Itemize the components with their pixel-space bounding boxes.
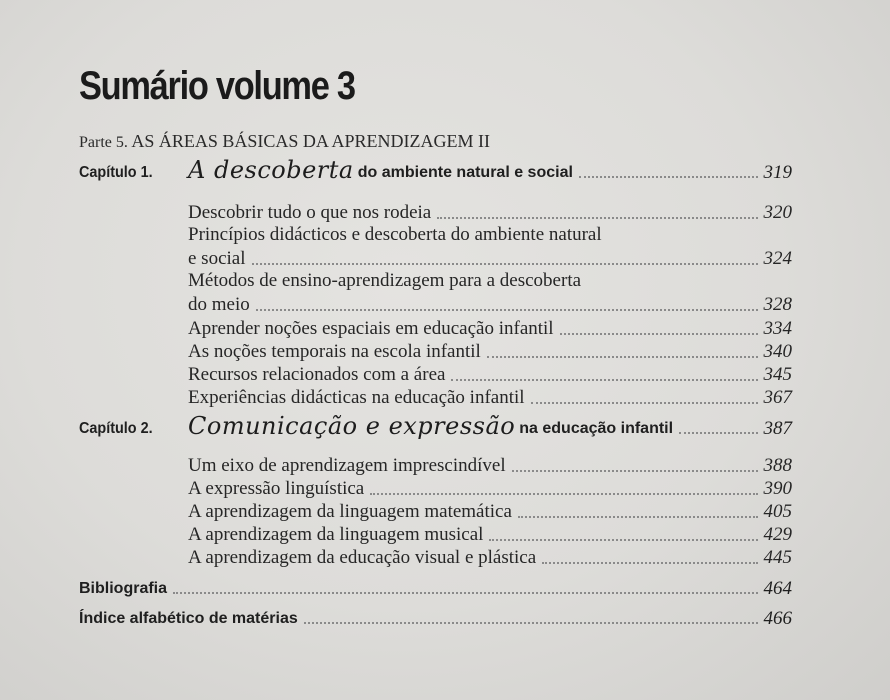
chapter-script-title: Comunicação e expressão — [188, 412, 516, 440]
chapter-label: Capítulo 2. — [79, 420, 153, 437]
dot-leader — [560, 333, 758, 335]
dot-leader — [679, 432, 757, 434]
index-entry — [79, 606, 792, 630]
entry-text: A aprendizagem da educação visual e plástica — [188, 547, 537, 568]
entry-text: Descobrir tudo o que nos rodeia — [188, 202, 432, 223]
section-page-number: 466 — [763, 608, 792, 629]
part-prefix: Parte 5. — [79, 134, 128, 151]
entry-text: Princípios didácticos e descoberta do ambiente natural — [188, 224, 602, 245]
entry-page-number: 340 — [763, 341, 792, 362]
dot-leader — [173, 592, 757, 594]
toc-entry — [188, 476, 792, 500]
toc-entry — [188, 316, 792, 340]
section-page-number: 464 — [763, 578, 792, 599]
page-title: Sumário volume 3 — [79, 64, 355, 108]
section-label: Índice alfabético de matérias — [79, 610, 298, 627]
dot-leader — [370, 493, 757, 495]
entry-text: Recursos relacionados com a área — [188, 364, 446, 385]
chapter-script-title: A descoberta — [188, 156, 354, 184]
dot-leader — [542, 562, 757, 564]
bibliography-entry — [79, 576, 792, 600]
chapter-2-heading — [79, 410, 792, 440]
entry-page-number: 334 — [763, 318, 792, 339]
entry-text: Métodos de ensino-aprendizagem para a descoberta — [188, 270, 582, 291]
dot-leader — [252, 263, 758, 265]
dot-leader — [304, 622, 758, 624]
section-label: Bibliografia — [79, 580, 168, 597]
dot-leader — [256, 309, 758, 311]
toc-entry — [188, 339, 792, 363]
entry-text: As noções temporais na escola infantil — [188, 341, 481, 362]
toc-entry — [188, 499, 792, 523]
entry-text-continued: e social — [188, 248, 246, 269]
entry-text: A aprendizagem da linguagem matemática — [188, 501, 512, 522]
entry-text: A expressão linguística — [188, 478, 365, 499]
dot-leader — [579, 176, 758, 178]
toc-entry — [188, 362, 792, 386]
dot-leader — [512, 470, 758, 472]
entry-page-number: 405 — [763, 501, 792, 522]
toc-entry — [188, 200, 792, 224]
entry-page-number: 429 — [763, 524, 792, 545]
entry-page-number: 324 — [763, 248, 792, 269]
dot-leader — [531, 402, 758, 404]
chapter-rest-title: do ambiente natural e social — [357, 164, 573, 181]
chapter-label: Capítulo 1. — [79, 164, 153, 181]
part-heading — [79, 131, 490, 152]
toc-entry — [188, 545, 792, 569]
entry-text: Experiências didácticas na educação infantil — [188, 387, 525, 408]
toc-entry — [188, 453, 792, 477]
toc-entry — [188, 385, 792, 409]
dot-leader — [437, 217, 757, 219]
chapter-rest-title: na educação infantil — [519, 420, 674, 437]
chapter-page-number: 319 — [763, 162, 792, 183]
dot-leader — [487, 356, 758, 358]
entry-text-continued: do meio — [188, 294, 250, 315]
entry-page-number: 328 — [763, 294, 792, 315]
entry-text: A aprendizagem da linguagem musical — [188, 524, 484, 545]
entry-text: Um eixo de aprendizagem imprescindível — [188, 455, 506, 476]
entry-page-number: 388 — [763, 455, 792, 476]
toc-entry — [188, 246, 792, 270]
chapter-1-heading — [79, 154, 792, 184]
entry-page-number: 445 — [763, 547, 792, 568]
part-name: AS ÁREAS BÁSICAS DA APRENDIZAGEM II — [131, 131, 490, 151]
entry-text: Aprender noções espaciais em educação infantil — [188, 318, 554, 339]
dot-leader — [451, 379, 757, 381]
entry-page-number: 390 — [763, 478, 792, 499]
entry-page-number: 367 — [763, 387, 792, 408]
entry-page-number: 345 — [763, 364, 792, 385]
dot-leader — [489, 539, 757, 541]
toc-entry — [188, 522, 792, 546]
dot-leader — [518, 516, 758, 518]
chapter-page-number: 387 — [763, 418, 792, 439]
entry-page-number: 320 — [763, 202, 792, 223]
toc-entry — [188, 292, 792, 316]
